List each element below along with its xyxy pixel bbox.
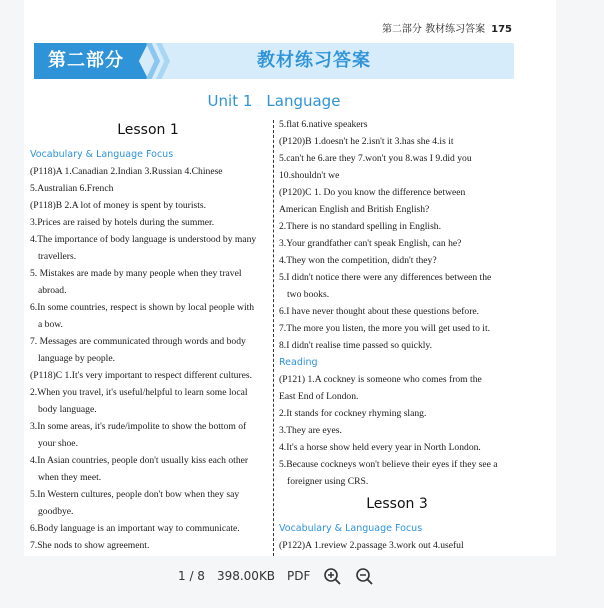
answer-line: 2.There is no standard spelling in English. — [279, 221, 442, 232]
answer-line: 5.Because cockneys won't believe their eyes if they see a — [279, 459, 498, 470]
zoom-in-icon[interactable] — [322, 566, 342, 586]
answer-line: 4.The importance of body language is understood by many — [30, 234, 257, 245]
answer-line: (P122)A 1.review 2.passage 3.work out 4.useful — [279, 540, 464, 551]
viewer-toolbar — [0, 556, 604, 608]
answer-line: when they meet. — [38, 472, 102, 483]
answer-line: foreigner using CRS. — [287, 476, 369, 487]
running-header-section: 第二部分 教材练习答案 — [381, 24, 486, 35]
section-title: Vocabulary & Language Focus — [279, 523, 423, 534]
answer-line: abroad. — [38, 285, 67, 296]
answer-line: 6.In some countries, respect is shown by local people with — [30, 302, 255, 313]
answer-lines — [279, 116, 515, 354]
left-column — [30, 116, 266, 554]
page-indicator: 1 / 8 — [178, 569, 205, 583]
section-title: Vocabulary & Language Focus — [30, 149, 174, 160]
answer-line: 8.I didn't realise time passed so quickly. — [279, 340, 432, 351]
answer-line: 2.When you travel, it's useful/helpful to learn some local — [30, 387, 248, 398]
answer-line: 10.shouldn't we — [279, 170, 340, 181]
answer-line: goodbye. — [38, 506, 74, 517]
zoom-out-icon[interactable] — [354, 566, 374, 586]
answer-lines — [30, 163, 266, 554]
answer-line: (P118)C 1.It's very important to respect different cultures. — [30, 370, 253, 381]
answer-line: 3.Prices are raised by hotels during the summer. — [30, 217, 215, 228]
toolbar-controls — [178, 564, 386, 588]
answer-line: 5.can't he 6.are they 7.won't you 8.was I 9.did you — [279, 153, 472, 164]
document-page — [24, 0, 556, 556]
column-divider — [273, 120, 274, 556]
file-size: 398.00KB — [216, 569, 276, 583]
answer-line: 3.In some areas, it's rude/impolite to show the bottom of — [30, 421, 247, 432]
page-number: 175 — [491, 24, 512, 35]
answer-line: 5.Australian 6.French — [30, 183, 114, 194]
running-header — [382, 20, 512, 35]
answer-line: 5.flat 6.native speakers — [279, 119, 368, 130]
answer-line: your shoe. — [38, 438, 78, 449]
answer-line: a bow. — [38, 319, 63, 330]
answer-line: 5. Mistakes are made by many people when they travel — [30, 268, 242, 279]
answer-line: (P121) 1.A cockney is someone who comes from the — [279, 374, 482, 385]
answer-line: 6.I have never thought about these questions before. — [279, 306, 480, 317]
answer-line: American English and British English? — [279, 204, 430, 215]
right-column — [279, 116, 515, 571]
answer-line: 4.They won the competition, didn't they? — [279, 255, 437, 266]
answer-line: travellers. — [38, 251, 77, 262]
answer-line: 6.Body language is an important way to communicate. — [30, 523, 240, 534]
answer-line: (P118)A 1.Canadian 2.Indian 3.Russian 4.Chinese — [30, 166, 223, 177]
lesson-title: Lesson 3 — [366, 496, 428, 512]
answer-line: 3.They are eyes. — [279, 425, 342, 436]
answer-line: 7.The more you listen, the more you will get used to it. — [279, 323, 491, 334]
answer-lines — [279, 371, 515, 490]
lesson-title: Lesson 1 — [117, 122, 179, 138]
answer-line: (P120)B 1.doesn't he 2.isn't it 3.has she 4.is it — [279, 136, 454, 147]
answer-line: two books. — [287, 289, 330, 300]
answer-line: body language. — [38, 404, 97, 415]
answer-line: 4.In Asian countries, people don't usually kiss each other — [30, 455, 249, 466]
reading-section-title: Reading — [279, 357, 318, 368]
banner-tag-label: 第二部分 — [48, 50, 124, 71]
answer-line: (P118)B 2.A lot of money is spent by tourists. — [30, 200, 207, 211]
answer-line: 2.It stands for cockney rhyming slang. — [279, 408, 427, 419]
answer-line: 4.It's a horse show held every year in North London. — [279, 442, 481, 453]
answer-line: 7.She nods to show agreement. — [30, 540, 150, 551]
answer-line: East End of London. — [279, 391, 359, 402]
banner-title: 教材练习答案 — [257, 50, 371, 71]
answer-line: 5.In Western cultures, people don't bow when they say — [30, 489, 240, 500]
answer-line: (P120)C 1. Do you know the difference between — [279, 187, 466, 198]
answer-line: language by people. — [38, 353, 115, 364]
unit-title — [34, 92, 514, 110]
unit-number: Unit 1 — [207, 92, 253, 110]
part-banner — [34, 43, 514, 79]
answer-line: 3.Your grandfather can't speak English, can he? — [279, 238, 462, 249]
answer-line: 5.I didn't notice there were any differences between the — [279, 272, 492, 283]
file-format: PDF — [287, 569, 311, 583]
answer-line: 7. Messages are communicated through words and body — [30, 336, 246, 347]
chevron-decoration-icon — [146, 43, 160, 79]
unit-name: Language — [266, 92, 341, 110]
